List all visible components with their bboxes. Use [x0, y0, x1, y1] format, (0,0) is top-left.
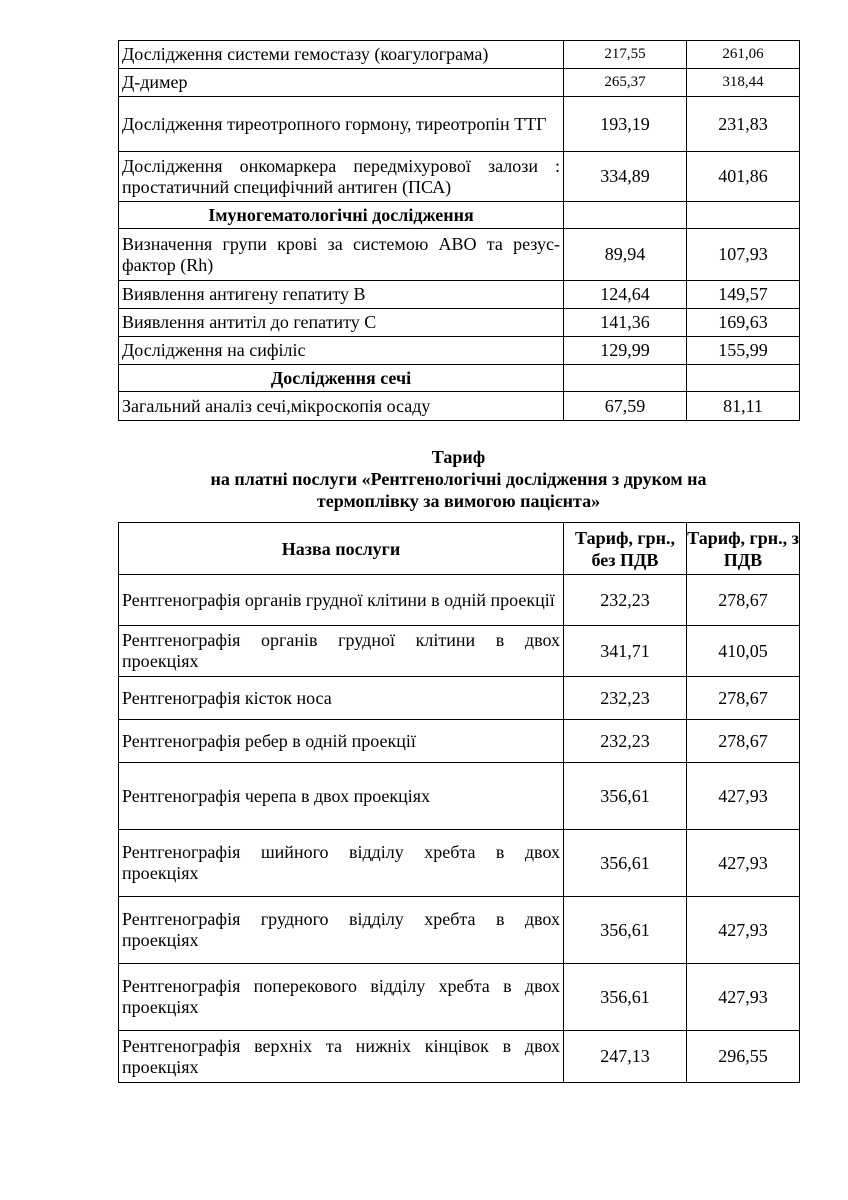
section-header-row: [119, 202, 800, 229]
price-no-vat-cell: 67,59: [564, 392, 687, 421]
price-no-vat-cell: 193,19: [564, 97, 687, 152]
service-name-cell: Дослідження системи гемостазу (коагулограма): [119, 41, 564, 69]
table-row: [119, 281, 800, 309]
price-with-vat-cell: 107,93: [687, 229, 800, 281]
tariff-heading: [118, 446, 799, 512]
price-with-vat-cell: 231,83: [687, 97, 800, 152]
price-with-vat-cell: 401,86: [687, 152, 800, 202]
price-no-vat-cell: 232,23: [564, 677, 687, 720]
table-row: [119, 309, 800, 337]
table-row: [119, 720, 800, 763]
empty-cell: [564, 202, 687, 229]
price-with-vat-cell: 410,05: [687, 626, 800, 677]
price-with-vat-cell: 296,55: [687, 1031, 800, 1083]
tariff-heading-line2: на платні послуги «Рентгенологічні дослідження з друком на: [210, 469, 707, 489]
price-with-vat-cell: 278,67: [687, 575, 800, 626]
price-no-vat-cell: 356,61: [564, 763, 687, 830]
table-row: [119, 229, 800, 281]
price-with-vat-cell: 81,11: [687, 392, 800, 421]
table-row: [119, 677, 800, 720]
price-no-vat-cell: 129,99: [564, 337, 687, 365]
table-row: [119, 69, 800, 97]
price-no-vat-cell: 141,36: [564, 309, 687, 337]
price-no-vat-cell: 341,71: [564, 626, 687, 677]
tariff-heading-title: Тариф: [431, 447, 486, 467]
service-name-cell: Рентгенографія органів грудної клітини в одній проекції: [119, 575, 564, 626]
column-header-service-name: Назва послуги: [119, 523, 564, 575]
service-name-cell: Рентгенографія кісток носа: [119, 677, 564, 720]
empty-cell: [687, 365, 800, 392]
xray-tariff-table: [118, 522, 800, 1083]
service-name-cell: Рентгенографія поперекового відділу хребта в двох проекціях: [119, 964, 564, 1031]
table-row: [119, 1031, 800, 1083]
price-no-vat-cell: 356,61: [564, 964, 687, 1031]
price-no-vat-cell: 217,55: [564, 41, 687, 69]
column-header-price-with-vat: Тариф, грн., з ПДВ: [687, 523, 800, 575]
service-name-cell: Виявлення антитіл до гепатиту С: [119, 309, 564, 337]
price-with-vat-cell: 427,93: [687, 763, 800, 830]
table-row: [119, 897, 800, 964]
price-no-vat-cell: 356,61: [564, 897, 687, 964]
price-with-vat-cell: 427,93: [687, 964, 800, 1031]
price-no-vat-cell: 334,89: [564, 152, 687, 202]
price-with-vat-cell: 155,99: [687, 337, 800, 365]
service-name-cell: Д-димер: [119, 69, 564, 97]
table-row: [119, 97, 800, 152]
service-name-cell: Загальний аналіз сечі,мікроскопія осаду: [119, 392, 564, 421]
service-name-cell: Рентгенографія органів грудної клітини в двох проекціях: [119, 626, 564, 677]
price-no-vat-cell: 124,64: [564, 281, 687, 309]
service-name-cell: Дослідження онкомаркера передміхурової залози : простатичний специфічний антиген (ПСА): [119, 152, 564, 202]
price-with-vat-cell: 318,44: [687, 69, 800, 97]
price-with-vat-cell: 427,93: [687, 830, 800, 897]
table-row: [119, 964, 800, 1031]
service-name-cell: Визначення групи крові за системою АВО та резус-фактор (Rh): [119, 229, 564, 281]
table-row: [119, 41, 800, 69]
service-name-cell: Рентгенографія ребер в одній проекції: [119, 720, 564, 763]
service-name-cell: Рентгенографія грудного відділу хребта в двох проекціях: [119, 897, 564, 964]
price-no-vat-cell: 232,23: [564, 720, 687, 763]
empty-cell: [687, 202, 800, 229]
section-header-row: [119, 365, 800, 392]
price-no-vat-cell: 89,94: [564, 229, 687, 281]
price-with-vat-cell: 169,63: [687, 309, 800, 337]
price-no-vat-cell: 265,37: [564, 69, 687, 97]
price-with-vat-cell: 427,93: [687, 897, 800, 964]
table-row: [119, 152, 800, 202]
lab-tariff-table: [118, 40, 800, 421]
price-with-vat-cell: 149,57: [687, 281, 800, 309]
section-title: Імуногематологічні дослідження: [119, 202, 564, 229]
lab-tariff-table-body: [119, 41, 800, 421]
table-row: [119, 626, 800, 677]
price-with-vat-cell: 261,06: [687, 41, 800, 69]
price-no-vat-cell: 247,13: [564, 1031, 687, 1083]
service-name-cell: Рентгенографія шийного відділу хребта в двох проекціях: [119, 830, 564, 897]
table-header-row: [119, 523, 800, 575]
service-name-cell: Рентгенографія черепа в двох проекціях: [119, 763, 564, 830]
xray-tariff-table-body: [119, 575, 800, 1083]
table-row: [119, 830, 800, 897]
table-row: [119, 392, 800, 421]
tariff-heading-line3: термоплівку за вимогою пацієнта»: [316, 491, 601, 511]
price-with-vat-cell: 278,67: [687, 720, 800, 763]
service-name-cell: Дослідження тиреотропного гормону, тиреотропін ТТГ: [119, 97, 564, 152]
table-row: [119, 575, 800, 626]
service-name-cell: Виявлення антигену гепатиту В: [119, 281, 564, 309]
column-header-price-no-vat: Тариф, грн., без ПДВ: [564, 523, 687, 575]
empty-cell: [564, 365, 687, 392]
table-row: [119, 763, 800, 830]
service-name-cell: Рентгенографія верхніх та нижніх кінцівок в двох проекціях: [119, 1031, 564, 1083]
section-title: Дослідження сечі: [119, 365, 564, 392]
table-row: [119, 337, 800, 365]
price-no-vat-cell: 232,23: [564, 575, 687, 626]
price-with-vat-cell: 278,67: [687, 677, 800, 720]
service-name-cell: Дослідження на сифіліс: [119, 337, 564, 365]
price-no-vat-cell: 356,61: [564, 830, 687, 897]
